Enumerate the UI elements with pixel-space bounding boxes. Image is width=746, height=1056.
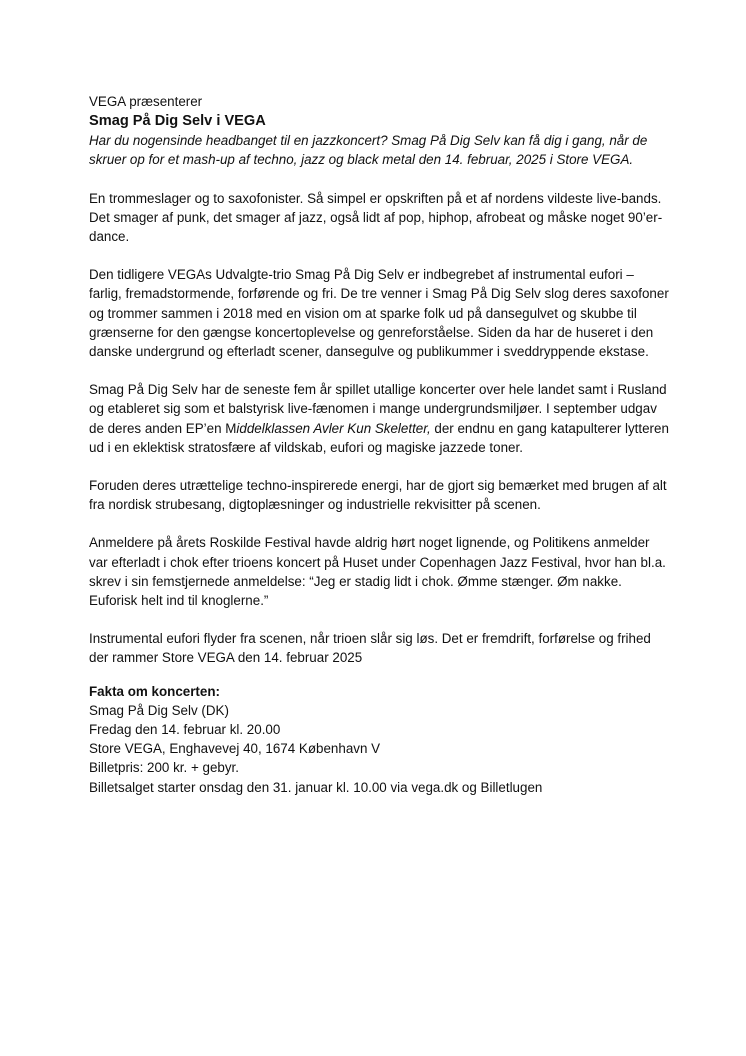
lead-paragraph: Har du nogensinde headbanget til en jazzkoncert? Smag På Dig Selv kan få dig i gang, når de skruer op for et mash-up af techno, jazz og black metal den 14. februar, 2025 i Store VEGA. (89, 133, 648, 168)
kicker-text: VEGA præsenterer (89, 94, 203, 109)
body-paragraph-3 (89, 380, 669, 457)
body-paragraph-5: Anmeldere på årets Roskilde Festival havde aldrig hørt noget lignende, og Politikens anmelder var efterladt i chok efter trioens koncert på Huset under Copenhagen Jazz Festival, hvor han bl.a. skrev i sin femstjernede anmeldelse: “Jeg er stadig lidt i chok. Ømme stænger. Øm nakke. Euforisk helt ind til knoglerne.” (89, 535, 666, 609)
paragraph-3-text-start: Smag På Dig Selv har de seneste fem år spillet utallige koncerter over hele landet samt i Rusland og etableret sig som et balstyrisk live-fænomen i mange undergrundsmiljøer. I september udgav de deres anden EP’en M (89, 382, 667, 436)
page-title: Smag På Dig Selv i VEGA (89, 113, 266, 130)
body-paragraph-4: Foruden deres utrættelige techno-inspirerede energi, har de gjort sig bemærket med brugen af alt fra nordisk strubesang, digtoplæsninger og industrielle rekvisitter på scenen. (89, 478, 667, 513)
ep-title: iddelklassen Avler Kun Skeletter, (236, 420, 431, 436)
body-paragraph-1: En trommeslager og to saxofonister. Så simpel er opskriften på et af nordens vildeste live-bands. Det smager af punk, det smager af jazz, også lidt af pop, hiphop, afrobeat og måske noget 90’er-dance. (89, 190, 663, 245)
facts-line-artist: Smag På Dig Selv (DK) (89, 702, 229, 718)
facts-line-sale: Billetsalget starter onsdag den 31. januar kl. 10.00 via vega.dk og Billetlugen (89, 779, 543, 795)
press-release (89, 92, 669, 797)
facts-line-price: Billetpris: 200 kr. + gebyr. (89, 760, 239, 776)
facts-section (89, 682, 669, 797)
body-paragraph-6: Instrumental eufori flyder fra scenen, når trioen slår sig løs. Det er fremdrift, forførelse og frihed der rammer Store VEGA den 14. februar 2025 (89, 631, 651, 666)
facts-line-date: Fredag den 14. februar kl. 20.00 (89, 722, 281, 738)
facts-line-venue: Store VEGA, Enghavevej 40, 1674 København V (89, 741, 381, 757)
paragraph-3-text-end: der endnu en gang katapulterer lytteren ud i en eklektisk stratosfære af vildskab, eufori og magiske jazzede toner. (89, 420, 669, 455)
facts-title: Fakta om koncerten: (89, 683, 220, 699)
body-paragraph-2: Den tidligere VEGAs Udvalgte-trio Smag På Dig Selv er indbegrebet af instrumental eufori – farlig, fremadstormende, forførende og fri. De tre venner i Smag På Dig Selv slog deres saxofoner og trommer sammen i 2018 med en vision om at sparke folk ud på dansegulvet og skubbe til grænserne for den gængse koncertoplevelse og genreforståelse. Siden da har de huseret i den danske undergrund og efterladt scener, dansegulve og publikummer i sveddryppende ekstase. (89, 267, 669, 360)
